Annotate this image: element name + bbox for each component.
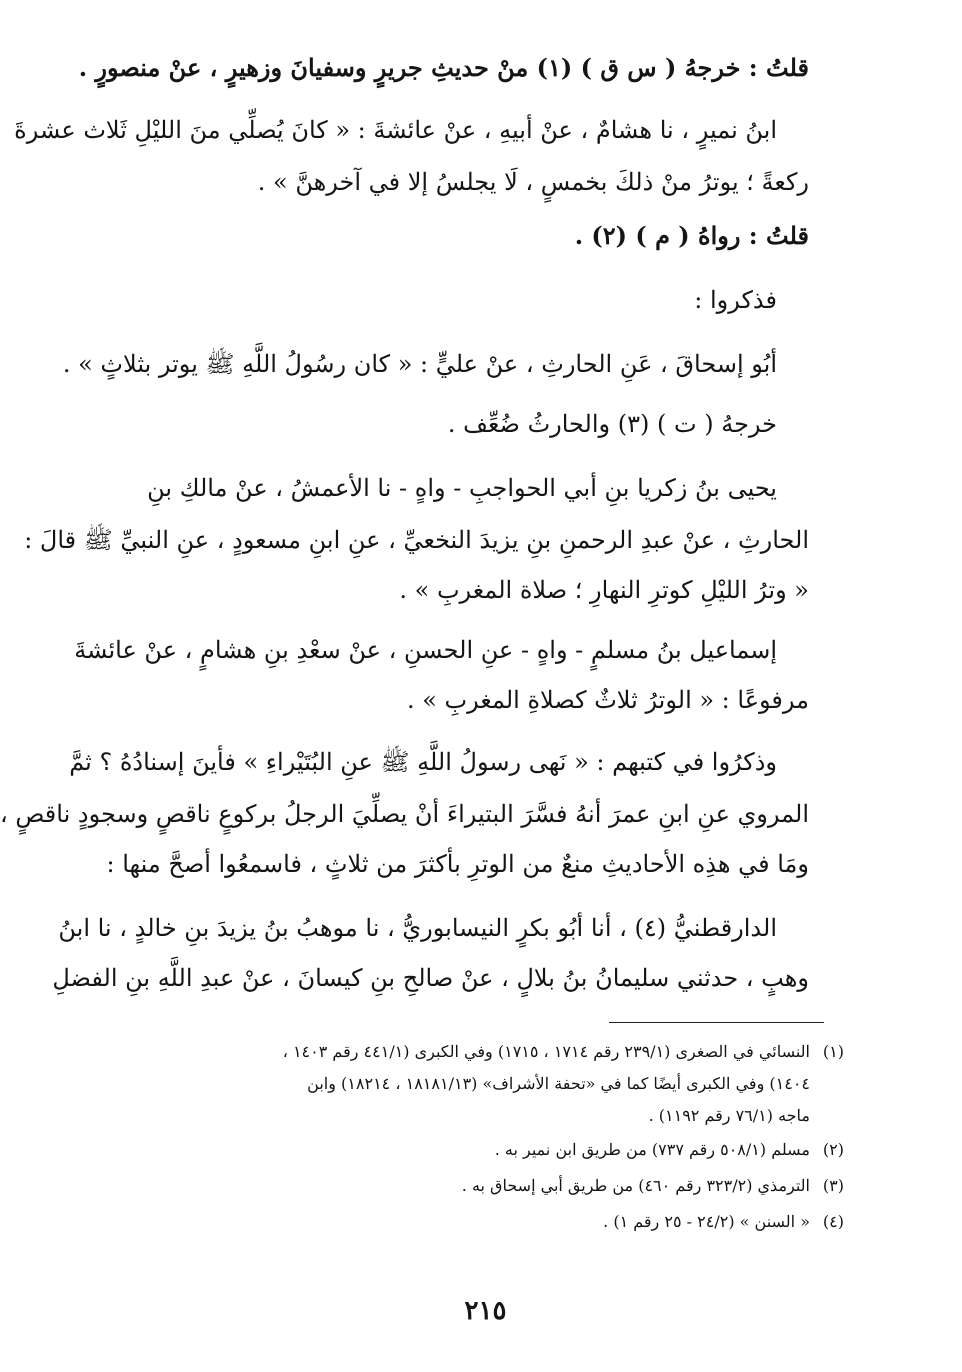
text-line: قلتُ : خرجهُ ( س ق ) (١) منْ حديثِ جريرٍ وسفيانَ وزهيرٍ ، عنْ منصورٍ .: [78, 53, 809, 82]
footnote: [144, 1038, 844, 1066]
text-line: إسماعيل بنُ مسلمٍ - واهٍ - عنِ الحسنِ ، عنْ سعْدِ بنِ هشامٍ ، عنْ عائشةَ: [74, 636, 777, 664]
text-line: خرجهُ ( ت ) (٣) والحارثُ ضُعِّف .: [447, 410, 777, 438]
footnote-text: الترمذي (٣٢٣/٢ رقم ٤٦٠) من طريق أبي إسحاق به .: [461, 1176, 810, 1195]
text-line: أبُو إسحاقَ ، عَنِ الحارثِ ، عنْ عليٍّ : « كان رسُولُ اللَّهِ ﷺ يوتر بثلاثٍ » .: [62, 350, 777, 378]
footnote-text: ماجه (٧٦/١ رقم ١١٩٢) .: [648, 1106, 810, 1125]
text-line: ركعةً ؛ يوترُ منْ ذلكَ بخمسٍ ، لَا يجلسُ إلا في آخرهنَّ » .: [257, 168, 809, 196]
text-line: الحارثِ ، عنْ عبدِ الرحمنِ بنِ يزيدَ النخعيِّ ، عنِ ابنِ مسعودٍ ، عنِ النبيِّ ﷺ قالَ :: [24, 526, 809, 554]
text-line: المروي عنِ ابنِ عمرَ أنهُ فسَّرَ البتيراءَ أنْ يصلِّيَ الرجلُ بركوعٍ ناقصٍ وسجودٍ ناقصٍ ،: [0, 800, 809, 828]
footnote: [144, 1208, 844, 1236]
footnote-number: (١): [822, 1042, 844, 1061]
footnote-text: مسلم (٥٠٨/١ رقم ٧٣٧) من طريق ابن نمير به .: [494, 1140, 810, 1159]
footnote-number: (٣): [822, 1176, 844, 1195]
text-line: ابنُ نميرٍ ، نا هشامٌ ، عنْ أبيهِ ، عنْ عائشةَ : « كانَ يُصلِّي منَ الليْلِ ثَلاث عشرةَ: [14, 116, 777, 144]
text-line: فذكروا :: [694, 286, 777, 314]
text-line: يحيى بنُ زكريا بنِ أبي الحواجبِ - واهٍ - نا الأعمشُ ، عنْ مالكِ بنِ: [147, 474, 777, 502]
footnote: [144, 1070, 844, 1098]
page-number: ٢١٥: [464, 1296, 507, 1326]
footnote-number: (٢): [822, 1140, 844, 1159]
footnote-text: النسائي في الصغرى (٢٣٩/١ رقم ١٧١٤ ، ١٧١٥) وفي الكبرى (٤٤١/١ رقم ١٤٠٣ ،: [282, 1042, 810, 1061]
text-line: وهبٍ ، حدثني سليمانُ بنُ بلالٍ ، عنْ صالحِ بنِ كيسانَ ، عنْ عبدِ اللَّهِ بنِ الفضلِ: [52, 964, 809, 992]
text-line: قلتُ : رواهُ ( م ) (٢) .: [574, 221, 809, 250]
text-line: الدارقطنيُّ (٤) ، أنا أبُو بكرٍ النيسابوريُّ ، نا موهبُ بنُ يزيدَ بنِ خالدٍ ، نا ابنُ: [58, 914, 777, 942]
text-line: « وترُ الليْلِ كوترِ النهارِ ؛ صلاة المغربِ » .: [399, 576, 809, 604]
footnote-text: « السنن » (٢٤/٢ - ٢٥ رقم ١) .: [603, 1212, 810, 1231]
footnote: [144, 1102, 844, 1130]
footnote-number: (٤): [822, 1212, 844, 1231]
text-line: وذكرُوا في كتبهم : « نَهى رسولُ اللَّهِ ﷺ عنِ البُتَيْراءِ » فأينَ إسنادُهُ ؟ ثمَّ: [69, 748, 777, 776]
footnote-separator: [609, 1022, 824, 1023]
footnote: [144, 1172, 844, 1200]
footnote-text: ١٤٠٤) وفي الكبرى أيضًا كما في «تحفة الأشراف» (١٨١٨١/١٣ ، ١٨٢١٤) وابن: [307, 1074, 810, 1093]
footnote: [144, 1136, 844, 1164]
text-line: ومَا في هذِه الأحاديثِ منعٌ من الوترِ بأكثرَ من ثلاثٍ ، فاسمعُوا أصحَّ منها :: [106, 850, 809, 878]
text-line: مرفوعًا : « الوترُ ثلاثٌ كصلاةِ المغربِ » .: [406, 686, 809, 714]
